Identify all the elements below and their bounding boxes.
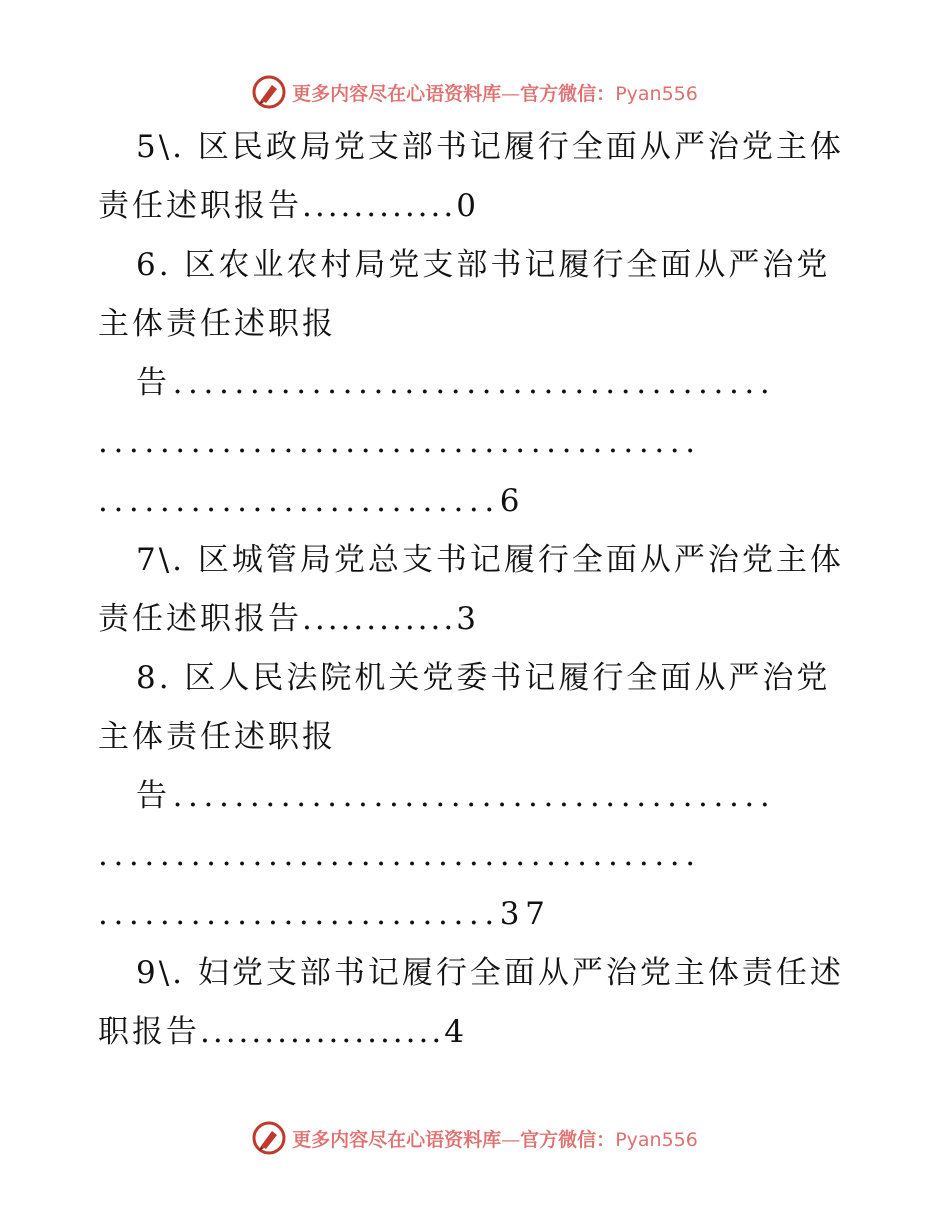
watermark-main: 更多内容尽在心语资料库 (292, 82, 502, 105)
watermark-text (292, 1125, 698, 1152)
watermark-header (0, 72, 950, 112)
toc-entry-6-leader-3: ..........................6 (98, 483, 526, 519)
toc-entry-6-line-4[interactable] (98, 413, 858, 472)
watermark-main: 更多内容尽在心语资料库 (292, 1128, 502, 1151)
toc-entry-8-line-3[interactable] (98, 767, 858, 826)
toc-entry-8-line-1[interactable]: 8. 区人民法院机关党委书记履行全面从严治党 (136, 660, 831, 696)
toc-entry-6-line-3[interactable] (98, 354, 858, 413)
toc-entry-5-line-1[interactable]: 5\. 区民政局党支部书记履行全面从严治党主体 (136, 129, 844, 165)
toc-entry-6-leader-2: ....................................... (98, 424, 701, 460)
watermark-footer (0, 1118, 950, 1158)
toc-entry-8-leader-3: ..........................37 (98, 896, 551, 932)
watermark-label: 官方微信： (520, 82, 616, 105)
toc-entry-7-line-2[interactable]: 责任述职报告............3 (98, 601, 479, 637)
watermark-separator: — (501, 82, 521, 105)
watermark-id: Pyan556 (615, 82, 698, 105)
toc-entry-6-leader-1: 告....................................... (136, 365, 776, 401)
watermark-label: 官方微信： (520, 1128, 616, 1151)
toc-list (98, 118, 858, 1062)
toc-entry-5-line-2[interactable]: 责任述职报告............0 (98, 188, 479, 224)
toc-entry-8-line-4[interactable] (98, 826, 858, 885)
pen-logo-icon (252, 75, 286, 109)
toc-entry-6-line-1[interactable]: 6. 区农业农村局党支部书记履行全面从严治党 (136, 247, 831, 283)
watermark-separator: — (501, 1128, 521, 1151)
watermark-id: Pyan556 (615, 1128, 698, 1151)
toc-entry-6-line-5[interactable] (98, 472, 858, 531)
pen-logo-icon (252, 1121, 286, 1155)
toc-entry-8-leader-1: 告....................................... (136, 778, 776, 814)
toc-entry-8-leader-2: ....................................... (98, 837, 701, 873)
watermark-text (292, 79, 698, 106)
toc-entry-8-line-2[interactable]: 主体责任述职报 (98, 719, 336, 755)
toc-entry-9-line-1[interactable]: 9\. 妇党支部书记履行全面从严治党主体责任述 (136, 955, 844, 991)
toc-entry-7-line-1[interactable]: 7\. 区城管局党总支书记履行全面从严治党主体 (136, 542, 844, 578)
toc-entry-9-line-2[interactable]: 职报告...................4 (98, 1014, 467, 1050)
toc-entry-8-line-5[interactable] (98, 885, 858, 944)
toc-entry-6-line-2[interactable]: 主体责任述职报 (98, 306, 336, 342)
